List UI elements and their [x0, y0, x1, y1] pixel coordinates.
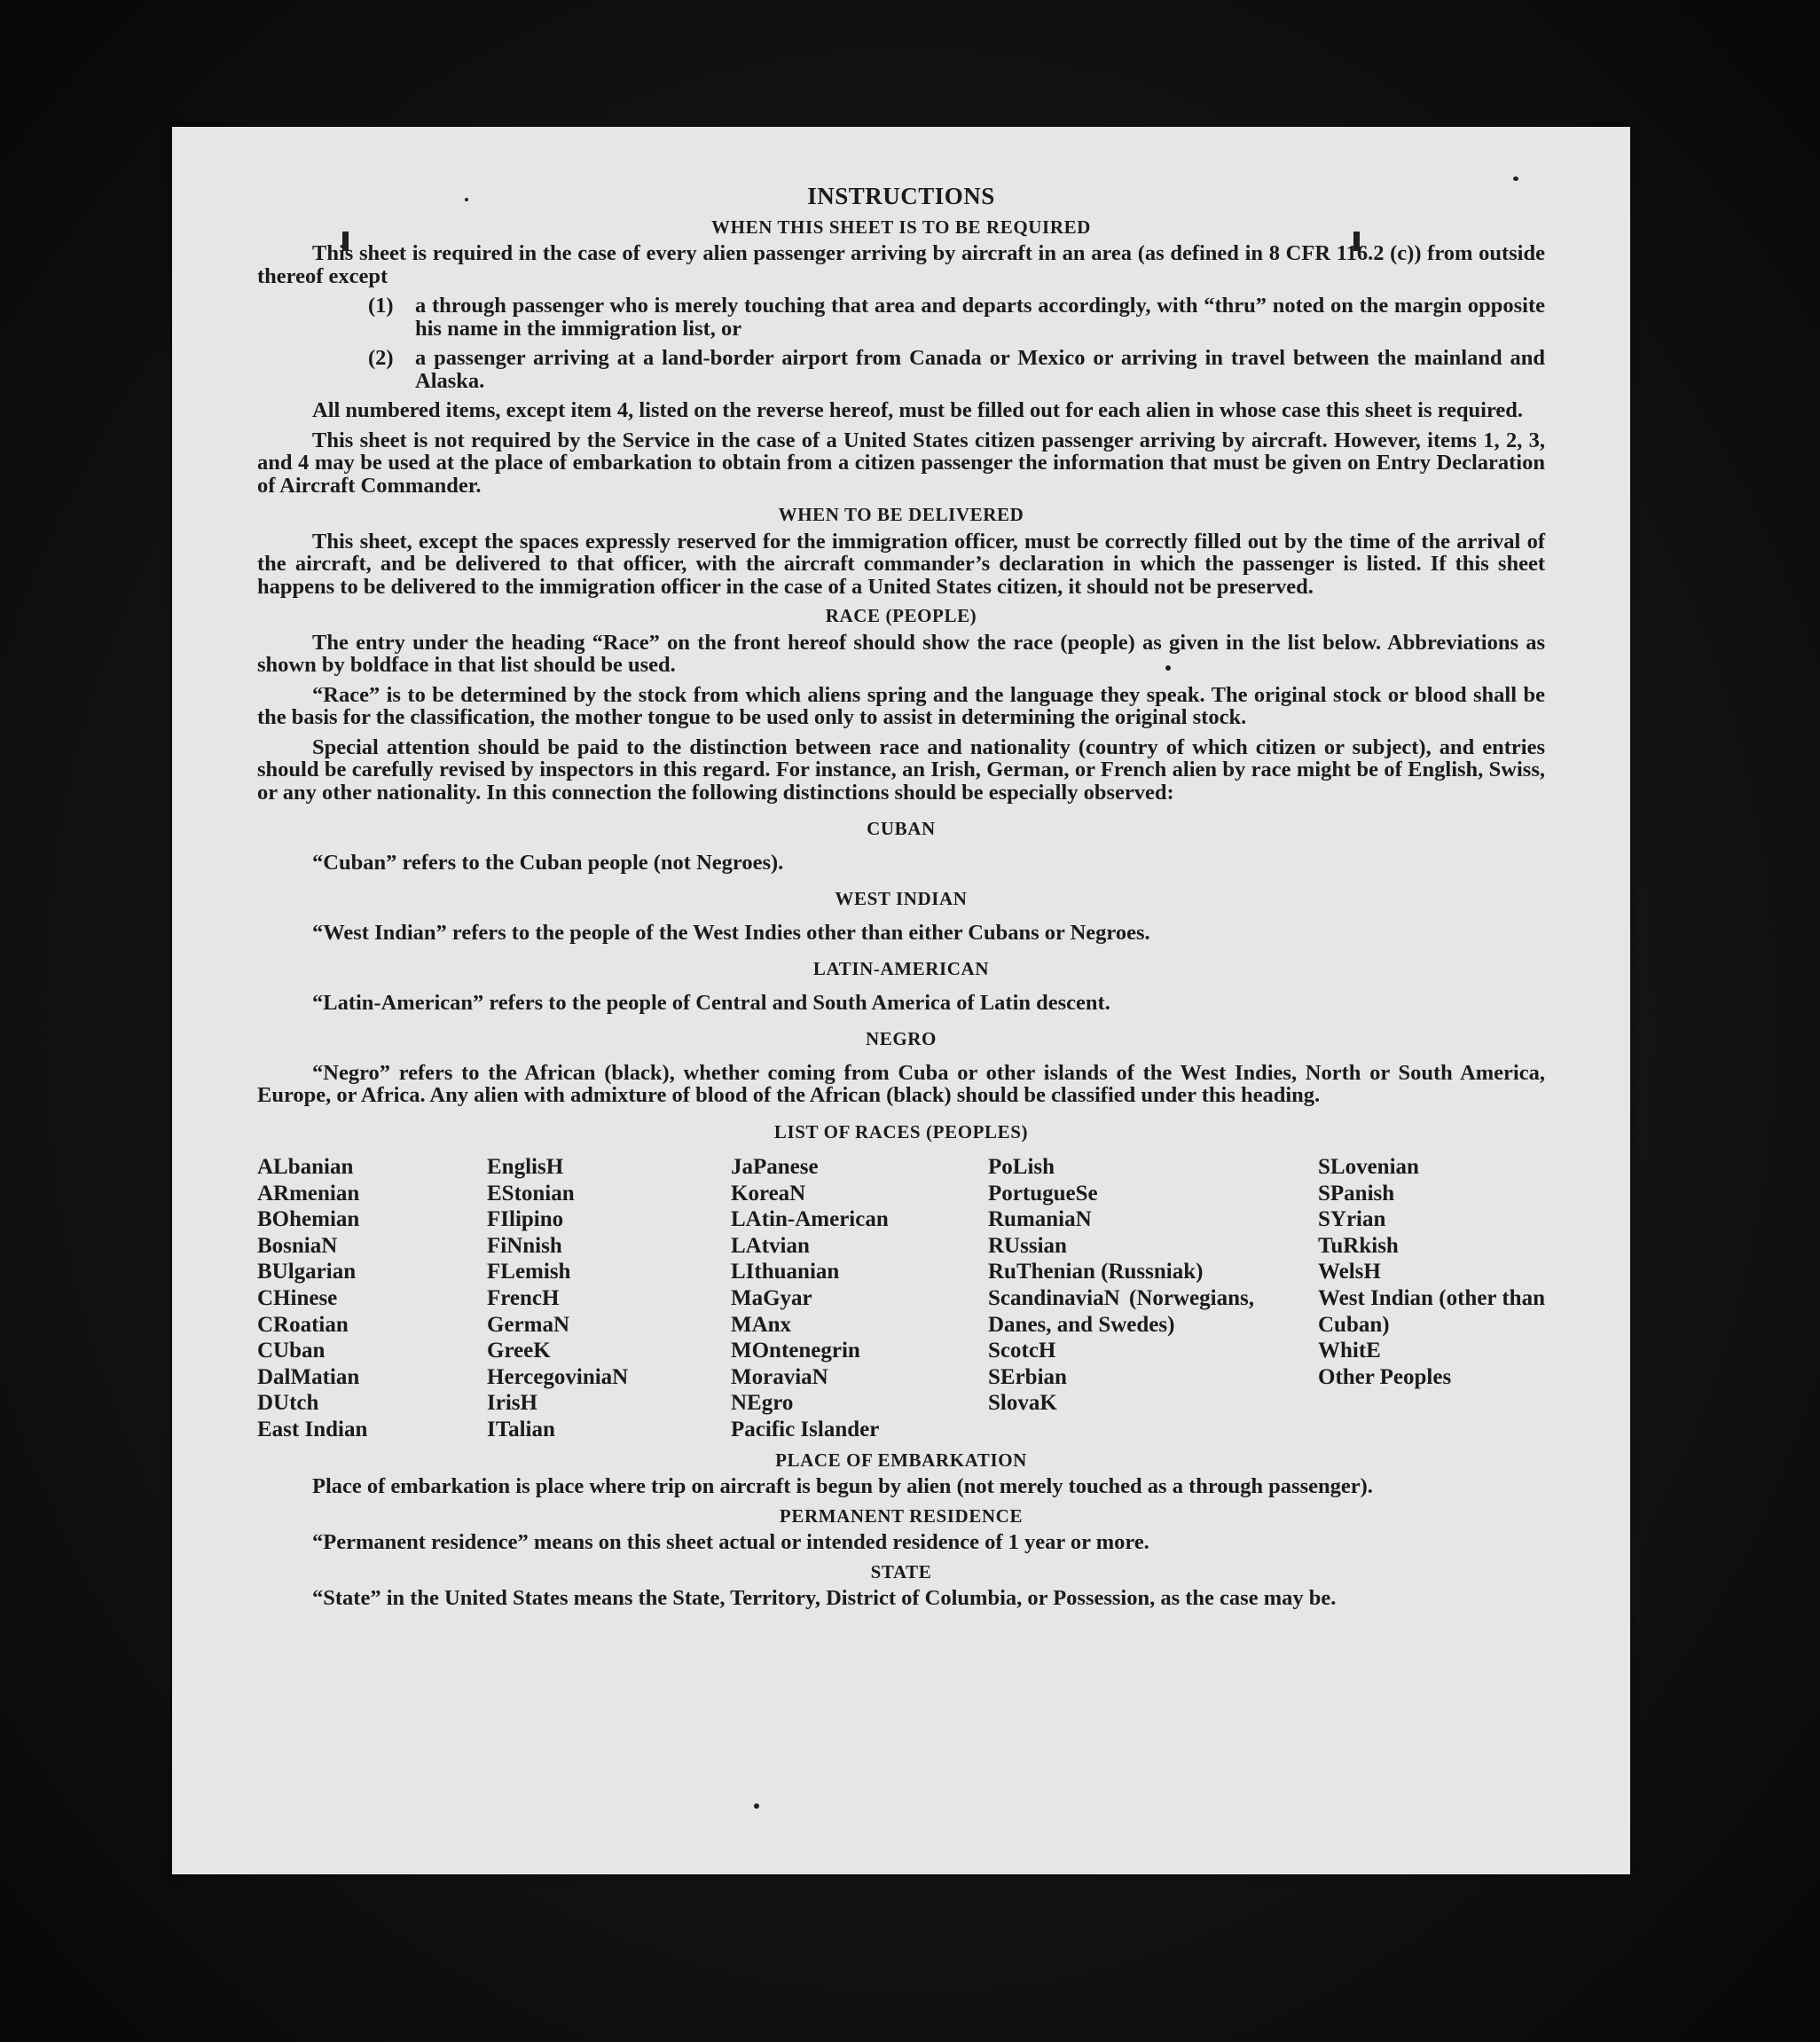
race-entry: NEgro: [731, 1391, 794, 1416]
west-indian-definition: “West Indian” refers to the people of the West Indies other than either Cubans or Negroes.: [312, 920, 1150, 945]
race-entry: ScandinaviaN (Norwegians, Danes, and Swedes): [988, 1285, 1254, 1337]
race-entry: JaPanese: [731, 1155, 819, 1179]
exception-text: a passenger arriving at a land-border airport from Canada or Mexico or arriving in travel between the mainland and Alaska.: [415, 346, 1545, 393]
race-entry: SlovaK: [988, 1391, 1057, 1416]
race-entry: SYrian: [1318, 1207, 1386, 1232]
heading-race: RACE (PEOPLE): [825, 605, 977, 626]
race-entry: Pacific Islander: [731, 1417, 880, 1441]
race-entry: PoLish: [988, 1155, 1055, 1179]
races-column: [257, 1154, 487, 1443]
race-entry: FiNnish: [487, 1233, 562, 1258]
heading-state: STATE: [870, 1560, 932, 1583]
race-entry: FIlipino: [487, 1207, 564, 1232]
race-entry: WelsH: [1318, 1260, 1381, 1284]
heading-place-of-embarkation: PLACE OF EMBARKATION: [775, 1449, 1027, 1471]
race-entry: LAtin-American: [731, 1207, 889, 1232]
race-entry: GermaN: [487, 1312, 570, 1337]
place-of-embarkation-definition: Place of embarkation is place where trip on aircraft is begun by alien (not merely touched as a through passenger).: [312, 1474, 1373, 1499]
citizen-paragraph: This sheet is not required by the Service in the case of a United States citizen passenger arriving by aircraft. However, items 1, 2, 3, and 4 may be used at the place of embarkation to obtain from a citizen passenger the information that must be given on Entry Declaration of Aircraft Commander.: [257, 428, 1545, 498]
race-entry: LIthuanian: [731, 1260, 840, 1284]
exception-item: [368, 295, 1545, 340]
permanent-residence-definition: “Permanent residence” means on this sheet actual or intended residence of 1 year or more.: [312, 1530, 1149, 1555]
race-entry: DalMatian: [257, 1364, 360, 1389]
heading-permanent-residence: PERMANENT RESIDENCE: [779, 1504, 1024, 1527]
race-entry: ITalian: [487, 1417, 555, 1441]
when-required-intro: This sheet is required in the case of every alien passenger arriving by aircraft in an area (as defined in 8 CFR 116.2 (c)) from outside thereof except: [257, 241, 1545, 288]
race-entry: RUssian: [988, 1233, 1067, 1258]
race-entry: LAtvian: [731, 1233, 810, 1258]
negro-definition: “Negro” refers to the African (black), whether coming from Cuba or other islands of the West Indies, North or South America, Europe, or Africa. Any alien with admixture of blood of the African (black) should be classified under this heading.: [257, 1060, 1545, 1107]
race-entry: GreeK: [487, 1339, 551, 1363]
races-column: [988, 1154, 1318, 1443]
race-entry: FLemish: [487, 1260, 571, 1284]
race-entry: ARmenian: [257, 1181, 360, 1206]
heading-latin-american: LATIN-AMERICAN: [812, 958, 990, 979]
document-page: [172, 127, 1630, 1874]
race-entry: CHinese: [257, 1285, 338, 1310]
race-entry: East Indian: [257, 1417, 368, 1441]
race-entry: MoraviaN: [731, 1364, 828, 1389]
race-entry: MaGyar: [731, 1285, 812, 1310]
race-entry: DUtch: [257, 1391, 319, 1416]
race-entry: BosniaN: [257, 1233, 338, 1258]
race-entry: SLovenian: [1318, 1155, 1419, 1179]
race-entry: MAnx: [731, 1312, 792, 1337]
race-entry: HercegoviniaN: [487, 1364, 629, 1389]
race-entry: WhitE: [1318, 1339, 1381, 1363]
numbered-items-paragraph: All numbered items, except item 4, listed on the reverse hereof, must be filled out for each alien in whose case this sheet is required.: [312, 398, 1524, 422]
races-column: [1318, 1154, 1545, 1443]
latin-american-definition: “Latin-American” refers to the people of Central and South America of Latin descent.: [312, 990, 1110, 1015]
race-entry: MOntenegrin: [731, 1339, 860, 1363]
race-entry: BOhemian: [257, 1207, 360, 1232]
race-entry: EnglisH: [487, 1155, 564, 1179]
heading-negro: NEGRO: [865, 1028, 937, 1049]
exception-text: a through passenger who is merely touching that area and departs accordingly, with “thru” noted on the margin opposite his name in the immigration list, or: [415, 294, 1545, 341]
exception-item: [368, 347, 1545, 392]
page-title: INSTRUCTIONS: [807, 183, 995, 209]
heading-west-indian: WEST INDIAN: [835, 888, 968, 909]
races-column: [731, 1154, 988, 1443]
race-paragraph-3: Special attention should be paid to the distinction between race and nationality (country of which citizen or subject), and entries should be carefully revised by inspectors in this regard. For instance, an Irish, German, or French alien by race might be of English, Swiss, or any other nationality. In this connection the following distinctions should be especially observed:: [257, 734, 1545, 805]
exception-number: (2): [368, 346, 394, 370]
heading-when-delivered: WHEN TO BE DELIVERED: [778, 504, 1024, 525]
race-paragraph-1: The entry under the heading “Race” on the front hereof should show the race (people) as given in the list below. Abbreviations as shown by boldface in that list should be used.: [257, 630, 1545, 677]
heading-cuban: CUBAN: [867, 818, 936, 839]
race-entry: BUlgarian: [257, 1260, 357, 1284]
race-entry: PortugueSe: [988, 1181, 1098, 1206]
scan-speck: [1513, 177, 1518, 181]
race-entry: IrisH: [487, 1391, 537, 1416]
exception-number: (1): [368, 294, 394, 318]
race-entry: ScotcH: [988, 1339, 1056, 1363]
race-entry: Other Peoples: [1318, 1364, 1452, 1389]
race-entry: West Indian (other than Cuban): [1318, 1285, 1545, 1337]
races-column: [487, 1154, 731, 1443]
race-paragraph-2: “Race” is to be determined by the stock from which aliens spring and the language they speak. The original stock or blood shall be the basis for the classification, the mother tongue to be used only to assist in determining the original stock.: [257, 682, 1545, 729]
cuban-definition: “Cuban” refers to the Cuban people (not Negroes).: [312, 850, 784, 875]
when-delivered-paragraph: This sheet, except the spaces expressly reserved for the immigration officer, must be correctly filled out by the time of the arrival of the aircraft, and be delivered to that officer, with the aircraft commander’s declaration in which the passenger is listed. If this sheet happens to be delivered to the immigration officer in the case of a United States citizen, it should not be preserved.: [257, 529, 1545, 599]
race-entry: TuRkish: [1318, 1233, 1399, 1258]
race-entry: CUban: [257, 1339, 326, 1363]
scan-speck: [754, 1803, 759, 1809]
race-entry: RuThenian (Russniak): [988, 1260, 1204, 1284]
race-entry: FrencH: [487, 1285, 560, 1310]
race-entry: SErbian: [988, 1364, 1067, 1389]
race-entry: SPanish: [1318, 1181, 1395, 1206]
heading-list-of-races: LIST OF RACES (PEOPLES): [773, 1120, 1029, 1143]
state-definition: “State” in the United States means the State, Territory, District of Columbia, or Possession, as the case may be.: [312, 1586, 1337, 1611]
race-entry: EStonian: [487, 1181, 575, 1206]
races-list: [257, 1154, 1545, 1443]
race-entry: CRoatian: [257, 1312, 349, 1337]
race-entry: KoreaN: [731, 1181, 806, 1206]
instructions-content: [257, 185, 1545, 1617]
heading-when-required: WHEN THIS SHEET IS TO BE REQUIRED: [711, 216, 1091, 238]
race-entry: RumaniaN: [988, 1207, 1092, 1232]
race-entry: ALbanian: [257, 1155, 354, 1179]
